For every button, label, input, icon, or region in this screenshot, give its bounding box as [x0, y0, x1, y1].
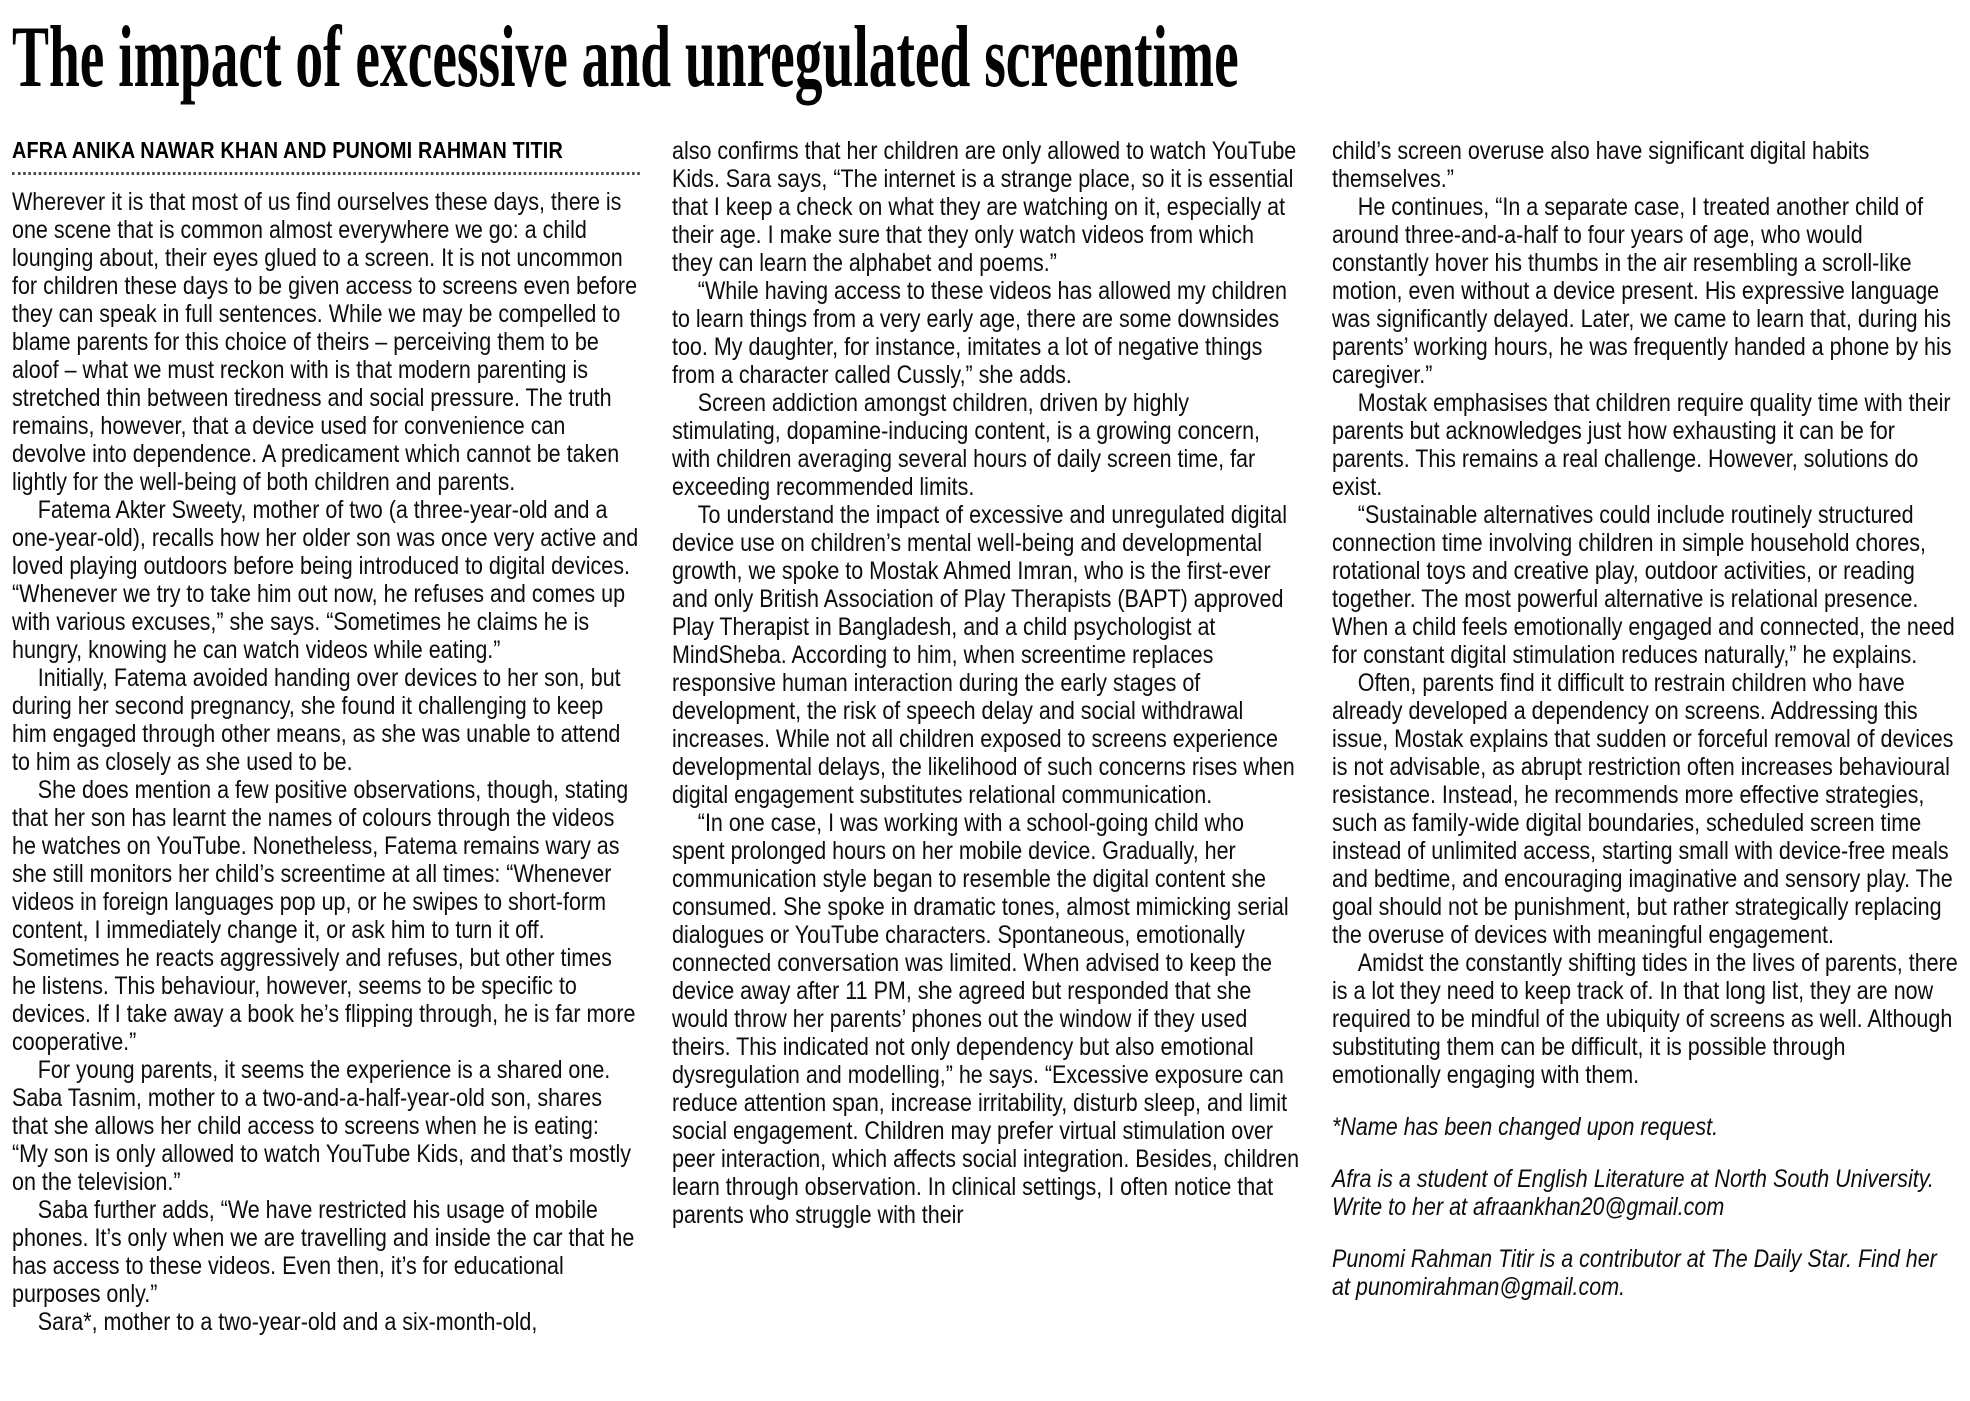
article-paragraph: Initially, Fatema avoided handing over devices to her son, but during her second pregnancy, she found it challenging to keep him engaged through other means, as she was unable to attend to him as closely as she used to be.: [12, 663, 621, 776]
headline-text: The impact of excessive and unregulated screentime: [12, 9, 1239, 106]
article-note-paragraph: *Name has been changed upon request.: [1332, 1112, 1719, 1141]
article-paragraph: Fatema Akter Sweety, mother of two (a three-year-old and a one-year-old), recalls how her older son was once very active and loved playing outdoors before being introduced to digital devices. “Whenever we try to take him out now, he refuses and comes up with various excuses,” she says. “Sometimes he claims he is hungry, knowing he can watch videos while eating.”: [12, 495, 639, 664]
article-paragraph: Often, parents find it difficult to restrain children who have already developed a dependency on screens. Addressing this issue, Mostak explains that sudden or forceful removal of devices is not advisable, as abrupt restriction often increases behavioural resistance. Instead, he recommends more effective strategies, such as family-wide digital boundaries, scheduled screen time instead of unlimited access, starting small with device-free meals and bedtime, and encouraging imaginative and sensory play. The goal should not be punishment, but rather strategically replacing the overuse of devices with meaningful engagement.: [1332, 668, 1954, 949]
headline: [12, 9, 1960, 106]
article-paragraph: She does mention a few positive observations, though, stating that her son has learnt the names of colours through the videos he watches on YouTube. Nonetheless, Fatema remains wary as she still monitors her child’s screentime at all times: “Whenever videos in foreign languages pop up, or he swipes to short-form content, I immediately change it, or ask him to turn it off. Sometimes he reacts aggressively and refuses, but other times he listens. This behaviour, however, seems to be specific to devices. If I take away a book he’s flipping through, he is far more cooperative.”: [12, 775, 636, 1056]
column-3-inner: [1332, 137, 1960, 1301]
article-paragraph: For young parents, it seems the experience is a shared one. Saba Tasnim, mother to a two-and-a-half-year-old son, shares that she allows her child access to screens when he is eating: “My son is only allowed to watch YouTube Kids, and that’s mostly on the television.”: [12, 1055, 632, 1196]
article-paragraph: also confirms that her children are only allowed to watch YouTube Kids. Sara says, “The internet is a strange place, so it is essential that I keep a check on what they are watching on it, especially at their age. I make sure that they only watch videos from which they can learn the alphabet and poems.”: [672, 136, 1297, 277]
article-paragraph: Sara*, mother to a two-year-old and a six-month-old,: [37, 1307, 538, 1336]
article-paragraph: “Sustainable alternatives could include routinely structured connection time involving children in simple household chores, rotational toys and creative play, outdoor activities, or reading together. The most powerful alternative is relational presence. When a child feels emotionally engaged and connected, the need for constant digital stimulation reduces naturally,” he explains.: [1332, 500, 1955, 669]
article-paragraph: Amidst the constantly shifting tides in the lives of parents, there is a lot they need to keep track of. In that long list, they are now required to be mindful of the ubiquity of screens as well. Although substituting them can be difficult, it is possible through emotionally engaging with them.: [1332, 948, 1958, 1089]
column-1-inner: [12, 137, 640, 1336]
article-paragraph: Screen addiction amongst children, driven by highly stimulating, dopamine-inducing content, is a growing concern, with children averaging several hours of daily screen time, far exceeding recommended limits.: [672, 388, 1260, 501]
article-paragraph: To understand the impact of excessive and unregulated digital device use on children’s mental well-being and developmental growth, we spoke to Mostak Ahmed Imran, who is the first-ever and only British Association of Play Therapists (BAPT) approved Play Therapist in Bangladesh, and a child psychologist at MindSheba. According to him, when screentime replaces responsive human interaction during the early stages of development, the risk of speech delay and social withdrawal increases. While not all children exposed to screens experience developmental delays, the likelihood of such concerns rises when digital engagement substitutes relational communication.: [672, 500, 1295, 809]
article-paragraph: He continues, “In a separate case, I treated another child of around three-and-a-half to four years of age, who would constantly hover his thumbs in the air resembling a scroll-like motion, even without a device present. His expressive language was significantly delayed. Later, we came to learn that, during his parents’ working hours, he was frequently handed a phone by his caregiver.”: [1332, 192, 1952, 389]
column-2-paragraphs: [672, 137, 1300, 1229]
article-note-paragraph: Punomi Rahman Titir is a contributor at The Daily Star. Find her at punomirahman@gmail.com.: [1332, 1244, 1937, 1301]
article-paragraph: “While having access to these videos has allowed my children to learn things from a very early age, there are some downsides too. My daughter, for instance, imitates a lot of negative things from a character called Cussly,” she adds.: [672, 276, 1287, 389]
article-content: [12, 137, 1960, 1336]
byline-divider: [12, 172, 640, 175]
article-column-2: [672, 137, 1300, 1336]
column-1-paragraphs: [12, 188, 640, 1336]
column-3-paragraphs: [1332, 137, 1960, 1301]
article-column-1: [12, 137, 640, 1336]
article-column-3: [1332, 137, 1960, 1336]
byline: AFRA ANIKA NAWAR KHAN AND PUNOMI RAHMAN TITIR: [12, 136, 563, 163]
column-2-inner: [672, 137, 1300, 1229]
article-paragraph: child’s screen overuse also have significant digital habits themselves.”: [1332, 136, 1870, 193]
article-paragraph: Wherever it is that most of us find ourselves these days, there is one scene that is common almost everywhere we go: a child lounging about, their eyes glued to a screen. It is not uncommon for children these days to be given access to screens even before they can speak in full sentences. While we may be compelled to blame parents for this choice of theirs – perceiving them to be aloof – what we must reckon with is that modern parenting is stretched thin between tiredness and social pressure. The truth remains, however, that a device used for convenience can devolve into dependence. A predicament which cannot be taken lightly for the well-being of both children and parents.: [12, 187, 638, 496]
article-note-paragraph: Afra is a student of English Literature at North South University. Write to her at afraankhan20@gmail.com: [1332, 1164, 1934, 1221]
article-paragraph: Mostak emphasises that children require quality time with their parents but acknowledges just how exhausting it can be for parents. This remains a real challenge. However, solutions do exist.: [1332, 388, 1951, 501]
article-paragraph: Saba further adds, “We have restricted his usage of mobile phones. It’s only when we are travelling and inside the car that he has access to these videos. Even then, it’s for educational purposes only.”: [12, 1195, 635, 1308]
byline-block: [12, 137, 640, 175]
article-paragraph: “In one case, I was working with a school-going child who spent prolonged hours on her mobile device. Gradually, her communication style began to resemble the digital content she consumed. She spoke in dramatic tones, almost mimicking serial dialogues or YouTube characters. Spontaneous, emotionally connected conversation was limited. When advised to keep the device away after 11 PM, she agreed but responded that she would throw her parents’ phones out the window if they used theirs. This indicated not only dependency but also emotional dysregulation and modelling,” he says. “Excessive exposure can reduce attention span, increase irritability, disturb sleep, and limit social engagement. Children may prefer virtual stimulation over peer interaction, which affects social integration. Besides, children learn through observation. In clinical settings, I often notice that parents who struggle with their: [672, 808, 1300, 1229]
